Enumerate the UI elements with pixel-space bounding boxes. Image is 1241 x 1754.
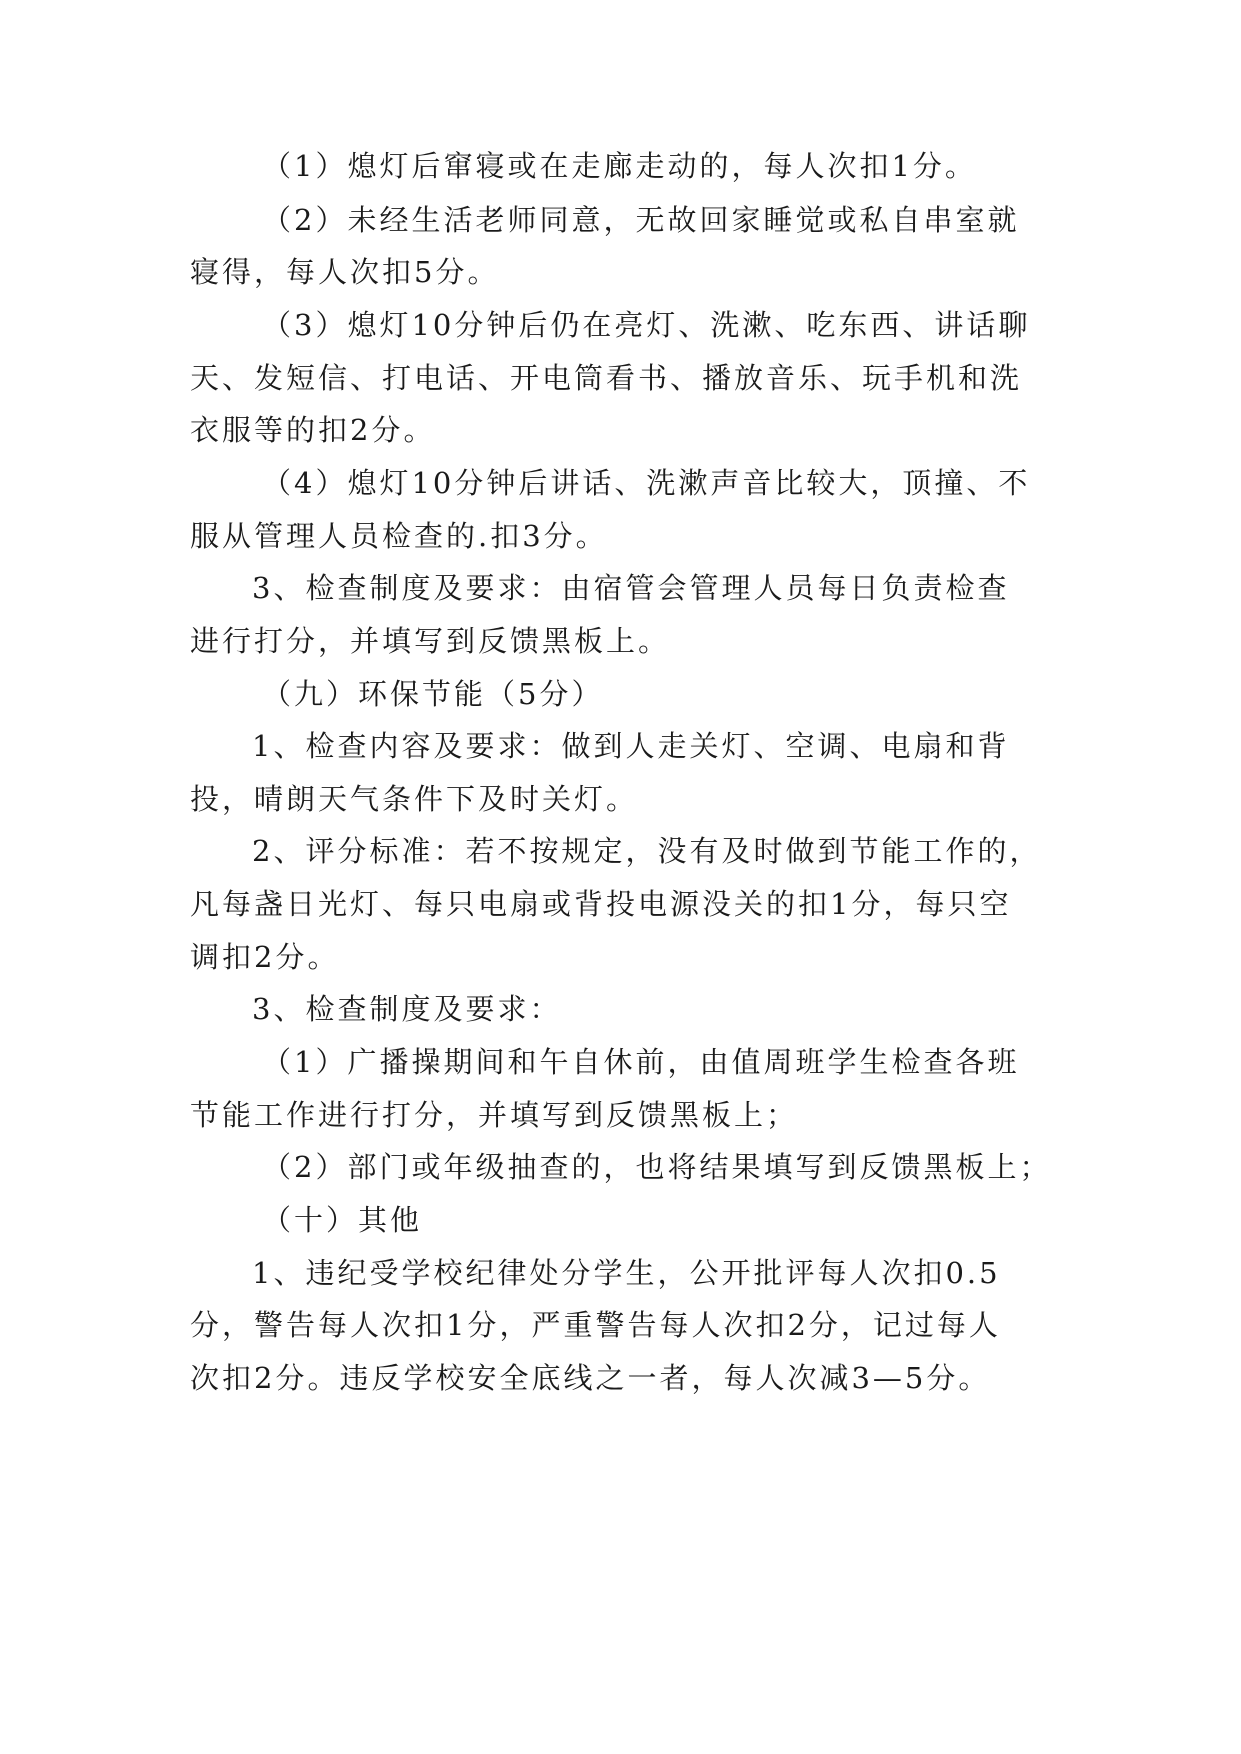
text-line: 1、违纪受学校纪律处分学生，公开批评每人次扣0.5 [252, 1256, 1001, 1290]
text-line: 衣服等的扣2分。 [190, 413, 436, 447]
text-line: （1）广播操期间和午自休前，由值周班学生检查各班 [262, 1045, 1020, 1079]
section-heading: （九）环保节能（5分） [262, 677, 604, 711]
text-line: 分，警告每人次扣1分，严重警告每人次扣2分，记过每人 [190, 1308, 1001, 1342]
text-line: 次扣2分。违反学校安全底线之一者，每人次减3—5分。 [190, 1361, 991, 1395]
text-line: 寝得，每人次扣5分。 [190, 255, 500, 289]
text-line: （1）熄灯后窜寝或在走廊走动的，每人次扣1分。 [262, 149, 977, 183]
section-heading: （十）其他 [262, 1203, 423, 1237]
text-line: 2、评分标准：若不按规定，没有及时做到节能工作的， [252, 834, 1042, 868]
text-line: 服从管理人员检查的.扣3分。 [190, 519, 608, 553]
text-line: （4）熄灯10分钟后讲话、洗漱声音比较大，顶撞、不 [262, 466, 1031, 500]
text-line: 凡每盏日光灯、每只电扇或背投电源没关的扣1分，每只空 [190, 887, 1012, 921]
text-line: （2）部门或年级抽查的，也将结果填写到反馈黑板上； [262, 1150, 1052, 1184]
text-line: 3、检查制度及要求：由宿管会管理人员每日负责检查 [252, 571, 1010, 605]
text-line: 1、检查内容及要求：做到人走关灯、空调、电扇和背 [252, 729, 1010, 763]
text-line: 调扣2分。 [190, 940, 340, 974]
text-line: 天、发短信、打电话、开电筒看书、播放音乐、玩手机和洗 [190, 361, 1023, 395]
text-line: 3、检查制度及要求： [252, 992, 562, 1026]
text-line: 投，晴朗天气条件下及时关灯。 [190, 782, 639, 816]
text-line: （3）熄灯10分钟后仍在亮灯、洗漱、吃东西、讲话聊 [262, 308, 1031, 342]
text-line: 节能工作进行打分，并填写到反馈黑板上； [190, 1098, 799, 1132]
text-line: 进行打分，并填写到反馈黑板上。 [190, 624, 671, 658]
text-line: （2）未经生活老师同意，无故回家睡觉或私自串室就 [262, 203, 1020, 237]
